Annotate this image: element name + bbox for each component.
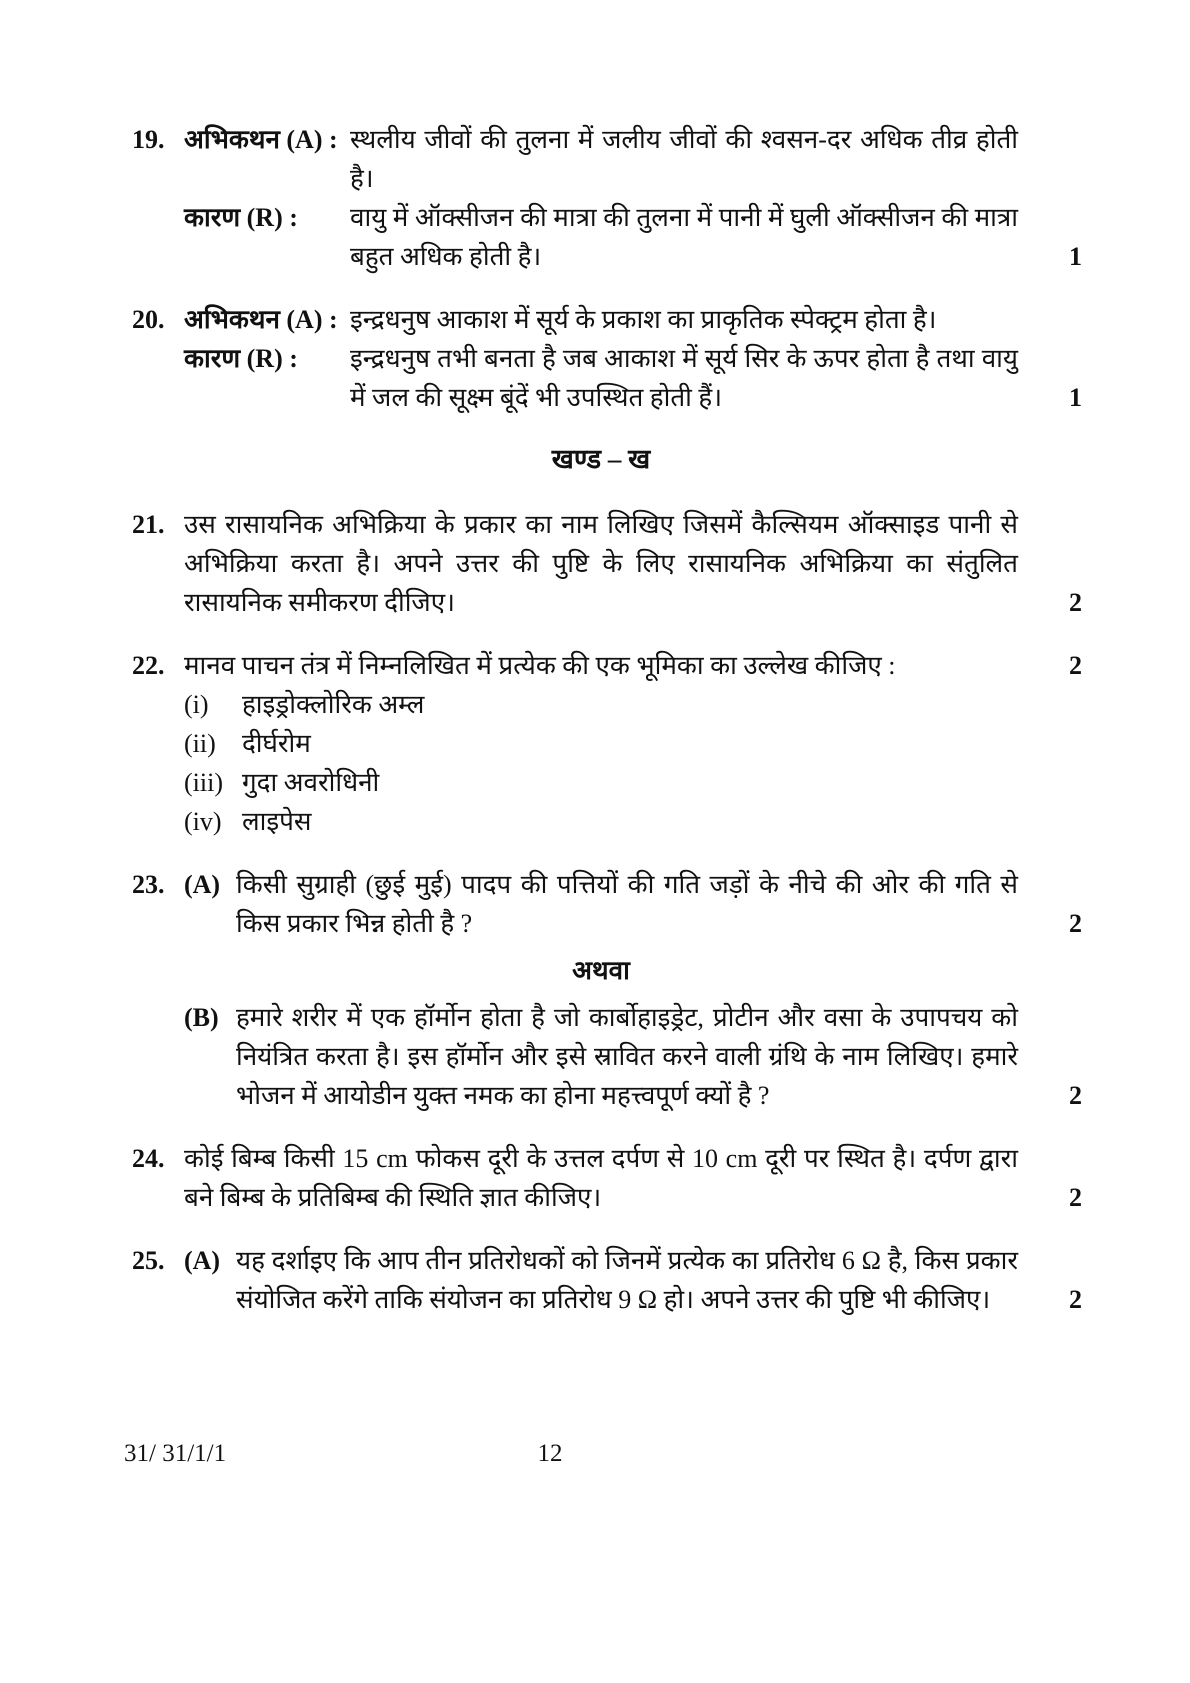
- list-item: [184, 802, 1018, 841]
- question-22: [132, 646, 1082, 841]
- marks-badge: 2: [1069, 587, 1082, 617]
- list-item-text: दीर्घरोम: [242, 728, 311, 758]
- list-item: [184, 763, 1018, 802]
- question-25-text: यह दर्शाइए कि आप तीन प्रतिरोधकों को जिनमें प्रत्येक का प्रतिरोध 6 Ω है, किस प्रकार संयोजित करेंगे ताकि संयोजन का प्रतिरोध 9 Ω हो। अपने उत्तर की पुष्टि भी कीजिए।: [236, 1245, 1018, 1314]
- question-25-number: 25.: [132, 1245, 165, 1275]
- marks-badge: 1: [1069, 383, 1082, 412]
- marks-badge: 2: [1069, 1080, 1082, 1110]
- question-21-number: 21.: [132, 509, 165, 539]
- marks-badge: 2: [1069, 1284, 1082, 1314]
- reason-label: कारण (R) :: [184, 344, 298, 373]
- list-item: [184, 724, 1018, 763]
- question-23-number: 23.: [132, 869, 165, 899]
- question-22-text: मानव पाचन तंत्र में निम्नलिखित में प्रत्येक की एक भूमिका का उल्लेख कीजिए :: [184, 650, 896, 680]
- part-b-label: (B): [184, 1002, 219, 1032]
- question-20-reason-row: [184, 339, 1018, 417]
- list-item-label: (ii): [184, 728, 216, 758]
- list-item-text: गुदा अवरोधिनी: [242, 767, 380, 797]
- assertion-text: स्थलीय जीवों की तुलना में जलीय जीवों की श्वसन-दर अधिक तीव्र होती है।: [350, 125, 1018, 193]
- section-header: खण्ड – ख: [551, 444, 651, 474]
- marks-badge: 2: [1069, 1182, 1082, 1212]
- question-23-part-b: [132, 998, 1082, 1115]
- footer-paper-code: 31/ 31/1/1: [124, 1440, 227, 1467]
- question-22-number: 22.: [132, 650, 165, 680]
- question-21: [132, 505, 1082, 622]
- question-25: [132, 1241, 1082, 1319]
- part-a-text: किसी सुग्राही (छुई मुई) पादप की पत्तियों की गति जड़ों के नीचे की ओर की गति से किस प्रकार भिन्न होती है ?: [236, 869, 1018, 938]
- part-b-text: हमारे शरीर में एक हॉर्मोन होता है जो कार्बोहाइड्रेट, प्रोटीन और वसा के उपापचय को नियंत्रित करता है। इस हॉर्मोन और इसे स्रावित करने वाली ग्रंथि के नाम लिखिए। हमारे भोजन में आयोडीन युक्त नमक का होना महत्त्वपूर्ण क्यों है ?: [236, 1002, 1018, 1110]
- question-19: [132, 120, 1082, 276]
- question-24: [132, 1139, 1082, 1217]
- footer-page-number: 12: [537, 1440, 563, 1467]
- or-separator: अथवा: [572, 955, 630, 985]
- list-item: [184, 685, 1018, 724]
- question-19-reason-row: [184, 198, 1018, 276]
- assertion-text: इन्द्रधनुष आकाश में सूर्य के प्रकाश का प्राकृतिक स्पेक्ट्रम होता है।: [350, 305, 937, 334]
- reason-text: वायु में ऑक्सीजन की मात्रा की तुलना में पानी में घुली ऑक्सीजन की मात्रा बहुत अधिक होती है।: [350, 203, 1018, 271]
- marks-badge: 1: [1069, 242, 1082, 271]
- list-item-label: (iii): [184, 767, 223, 797]
- list-item-label: (i): [184, 689, 209, 719]
- question-19-assertion-row: [184, 120, 1018, 198]
- page-content: [132, 120, 1082, 1343]
- question-20-assertion-row: [184, 300, 1018, 339]
- list-item-text: लाइपेस: [242, 806, 312, 836]
- marks-badge: 2: [1069, 650, 1082, 680]
- question-24-number: 24.: [132, 1143, 165, 1173]
- part-a-label: (A): [184, 869, 221, 899]
- question-21-text: उस रासायनिक अभिक्रिया के प्रकार का नाम लिखिए जिसमें कैल्सियम ऑक्साइड पानी से अभिक्रिया करता है। अपने उत्तर की पुष्टि के लिए रासायनिक अभिक्रिया का संतुलित रासायनिक समीकरण दीजिए।: [184, 509, 1018, 617]
- assertion-label: अभिकथन (A) :: [184, 305, 338, 334]
- question-19-number: 19.: [132, 125, 165, 154]
- reason-label: कारण (R) :: [184, 203, 298, 232]
- question-20: [132, 300, 1082, 417]
- marks-badge: 2: [1069, 908, 1082, 938]
- question-20-number: 20.: [132, 305, 165, 334]
- part-a-label: (A): [184, 1245, 221, 1275]
- list-item-text: हाइड्रोक्लोरिक अम्ल: [242, 689, 425, 719]
- question-24-text: कोई बिम्ब किसी 15 cm फोकस दूरी के उत्तल दर्पण से 10 cm दूरी पर स्थित है। दर्पण द्वारा बने बिम्ब के प्रतिबिम्ब की स्थिति ज्ञात कीजिए।: [184, 1143, 1018, 1212]
- list-item-label: (iv): [184, 806, 222, 836]
- reason-text: इन्द्रधनुष तभी बनता है जब आकाश में सूर्य सिर के ऊपर होता है तथा वायु में जल की सूक्ष्म बूंदें भी उपस्थित होती हैं।: [350, 344, 1018, 412]
- question-23: [132, 865, 1082, 1115]
- question-23-part-a: [132, 865, 1082, 943]
- assertion-label: अभिकथन (A) :: [184, 125, 338, 154]
